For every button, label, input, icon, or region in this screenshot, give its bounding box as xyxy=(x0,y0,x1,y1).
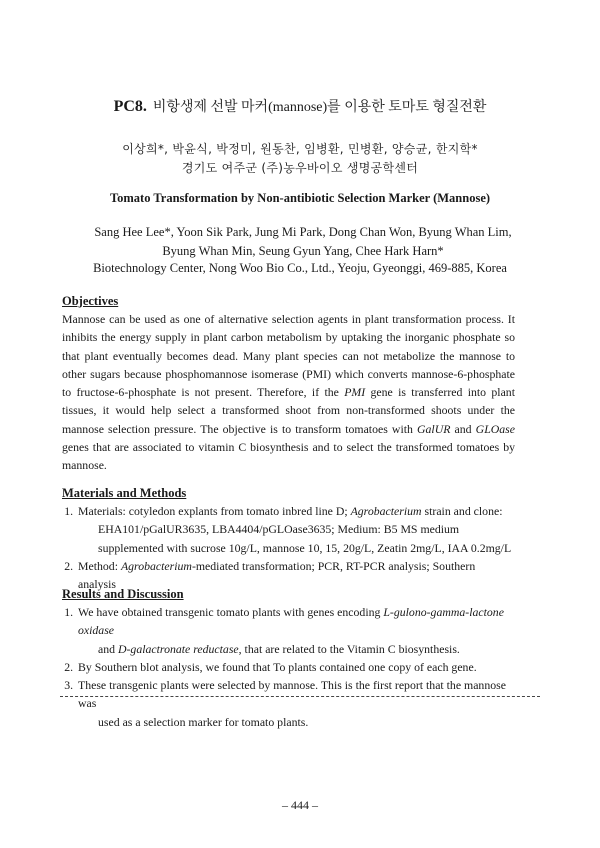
objectives-text-2: gene is transferred into plant tissues, it would help select a transformed shoot from non-transformed shoots under the mannose selection pressure. The objective is to transform tomatoes with xyxy=(62,385,515,436)
results-section xyxy=(62,585,515,731)
page-number: – 444 – xyxy=(282,798,318,812)
korean-title: 비항생제 선발 마커(mannose)를 이용한 토마토 형질전환 xyxy=(152,100,487,115)
results-item-3-cont: used as a selection marker for tomato plants. xyxy=(98,714,309,729)
results-heading: Results and Discussion xyxy=(62,587,184,601)
objectives-section xyxy=(62,292,515,475)
results-list xyxy=(62,603,515,731)
results-item-2: 2. By Southern blot analysis, we found that To plants contained one copy of each gene. xyxy=(76,658,515,676)
authors: Sang Hee Lee*, Yoon Sik Park, Jung Mi Park, Dong Chan Won, Byung Whan Lim, Byung Whan Min, Seung Gyun Yang, Chee Hark Harn* xyxy=(94,225,512,258)
results-item-1-cont xyxy=(78,640,515,658)
objectives-and: and xyxy=(450,421,476,436)
methods-heading: Materials and Methods xyxy=(62,486,187,500)
methods-item-2-text: -mediated transformation; PCR, RT-PCR analysis; Southern analysis xyxy=(78,558,476,592)
english-title: Tomato Transformation by Non-antibiotic Selection Marker (Mannose) xyxy=(109,191,491,205)
agrobacterium-term: Agrobacterium xyxy=(350,504,422,518)
affiliation: Biotechnology Center, Nong Woo Bio Co., Ltd., Yeoju, Gyeonggi, 469-885, Korea xyxy=(93,261,507,275)
methods-list xyxy=(62,502,515,593)
galur-term: GalUR xyxy=(417,421,451,436)
korean-authors: 이상희*, 박윤식, 박정미, 원동찬, 임병환, 민병환, 양승균, 한지학* xyxy=(122,142,478,156)
objectives-heading: Objectives xyxy=(62,294,119,308)
results-item-1-tail: , that are related to the Vitamin C biosynthesis. xyxy=(238,641,460,656)
gene-name-1: L-gulono-gamma-lactone oxidase xyxy=(78,605,504,638)
objectives-text xyxy=(62,310,515,475)
methods-item-1 xyxy=(76,502,515,557)
gloase-term: GLOase xyxy=(475,421,515,436)
results-item-1-and: and xyxy=(98,641,118,656)
abstract-code: PC8. xyxy=(113,98,147,115)
objectives-text-1: Mannose can be used as one of alternative selection agents in plant transformation process. It inhibits the energy supply in plant carbon metabolism by uptaking the inorganic phosphate so that plant eventually becomes dead. Many plant species can not metabolize the mannose to other sugars because phosphomannose isomerase (PMI) which converts mannose-6-phosphate to fructose-6-phosphate is not present. Therefore, if the xyxy=(62,312,515,400)
results-item-3 xyxy=(76,676,515,731)
results-item-1 xyxy=(76,603,515,658)
methods-item-1-tail: strain and clone: xyxy=(421,504,503,518)
results-item-1-text: We have obtained transgenic tomato plants with genes encoding xyxy=(78,605,384,619)
methods-section xyxy=(62,484,515,593)
agrobacterium-term: Agrobacterium xyxy=(120,558,192,573)
paper-title xyxy=(0,96,600,116)
objectives-text-3: genes that are associated to vitamin C biosynthesis and to select the transformed tomatoes by mannose. xyxy=(62,440,515,473)
pmi-term: PMI xyxy=(344,385,366,400)
methods-item-2-label: Method: xyxy=(78,558,121,573)
methods-item-1-detail: EHA101/pGalUR3635, LBA4404/pGLOase3635; Medium: B5 MS medium supplemented with sucrose 10g/L, mannose 10, 15, 20g/L, Zeatin 2mg/L, IAA 0.2mg/L xyxy=(98,522,512,555)
korean-affiliation: 경기도 여주군 (주)농우바이오 생명공학센터 xyxy=(181,161,419,175)
results-item-3-text: These transgenic plants were selected by mannose. This is the first report that the mannose was xyxy=(78,678,506,711)
gene-name-2: D-galactronate reductase xyxy=(117,641,239,656)
methods-item-1-text: Materials: cotyledon explants from tomato inbred line D; xyxy=(78,504,351,518)
dashed-divider xyxy=(60,696,540,697)
